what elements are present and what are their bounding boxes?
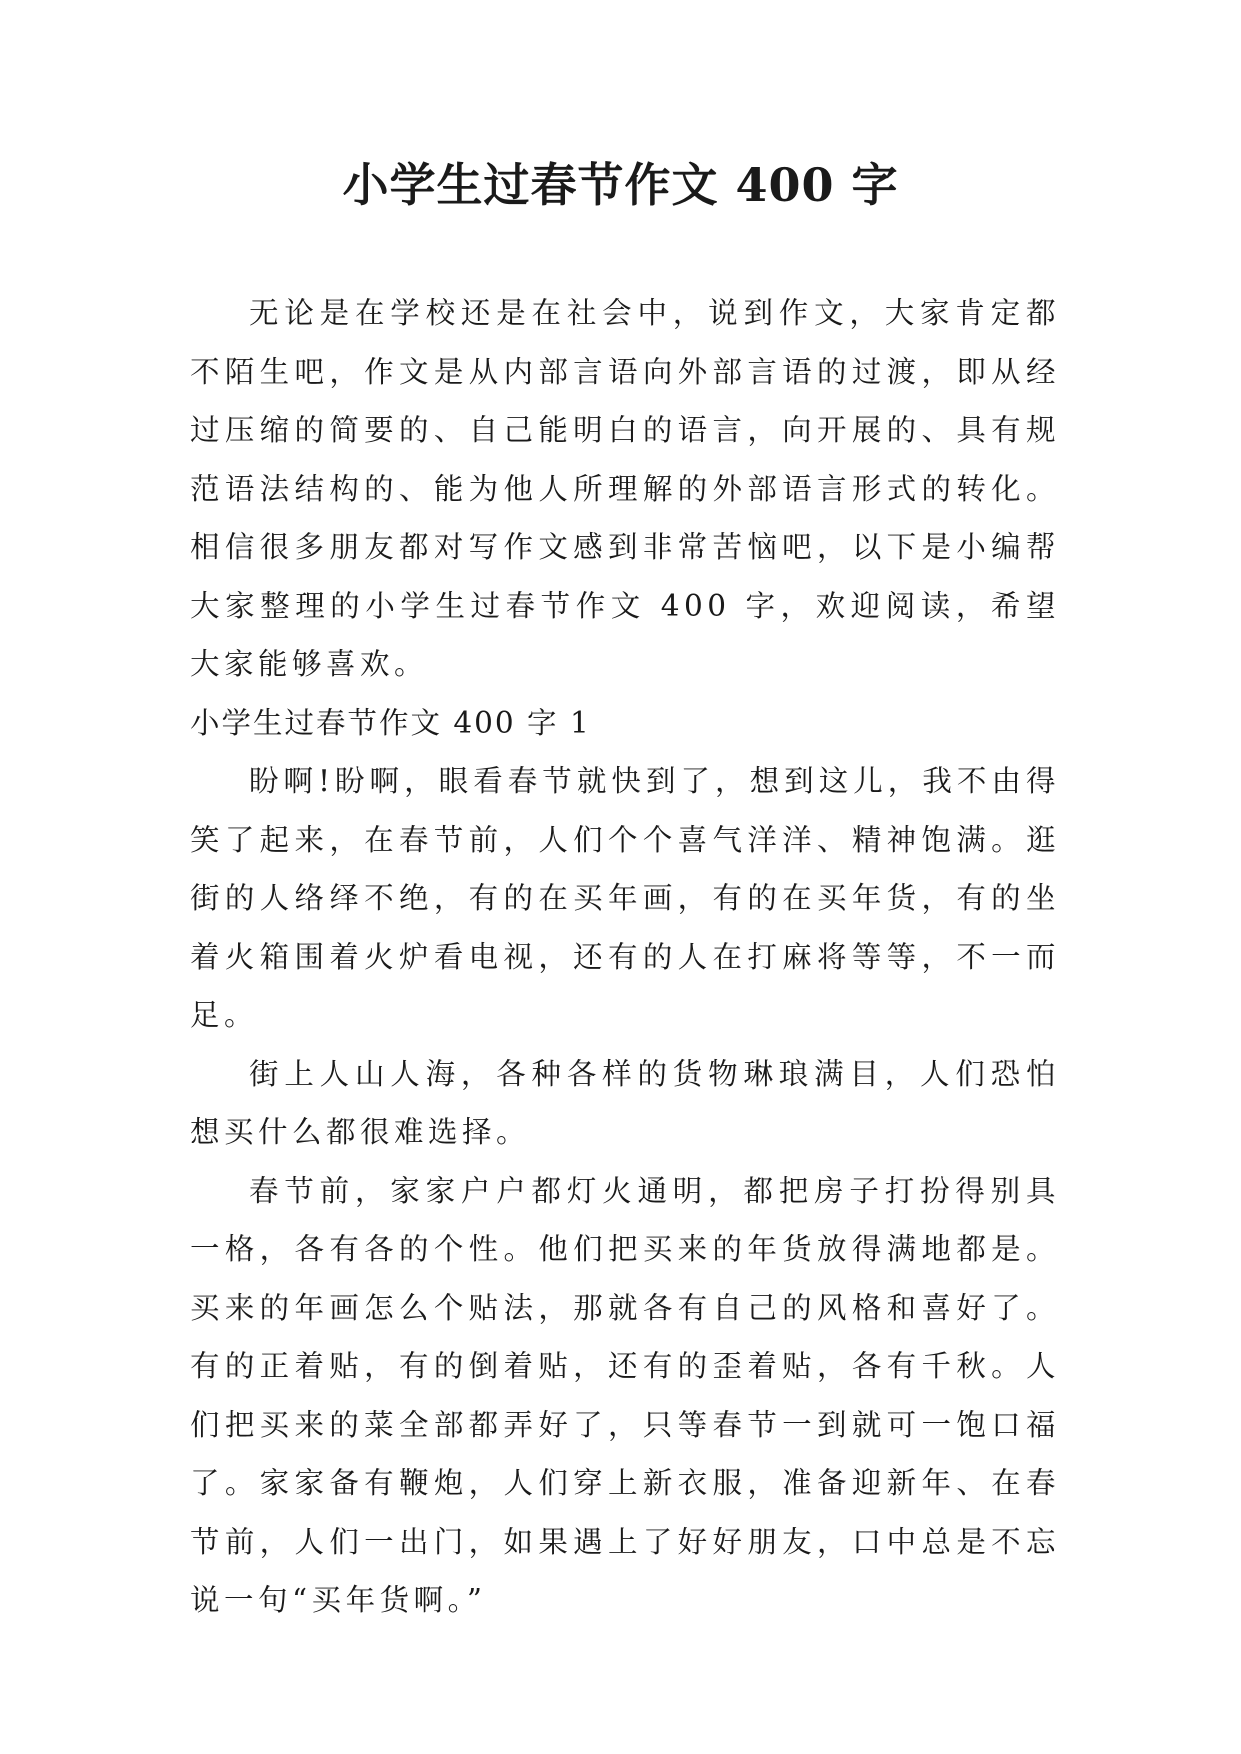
document-title: 小学生过春节作文 400 字 xyxy=(342,158,899,212)
essay-paragraph-3: 春节前，家家户户都灯火通明，都把房子打扮得别具一格，各有各的个性。他们把买来的年货放得满地都是。买来的年画怎么个贴法，那就各有自己的风格和喜好了。有的正着贴，有的倒着贴，还有的歪着贴，各有千秋。人们把买来的菜全部都弄好了，只等春节一到就可一饱口福了。家家备有鞭炮，人们穿上新衣服，准备迎新年、在春节前，人们一出门，如果遇上了好好朋友，口中总是不忘说一句“买年货啊。” xyxy=(190,1173,1060,1617)
section-heading: 小学生过春节作文 400 字 1 xyxy=(190,706,591,740)
essay-paragraph-2: 街上人山人海，各种各样的货物琳琅满目，人们恐怕想买什么都很难选择。 xyxy=(190,1056,1060,1149)
essay-paragraph-1: 盼啊!盼啊，眼看春节就快到了，想到这儿，我不由得笑了起来，在春节前，人们个个喜气洋洋、精神饱满。逛街的人络绎不绝，有的在买年画，有的在买年货，有的坐着火箱围着火炉看电视，还有的人在打麻将等等，不一而足。 xyxy=(190,764,1060,1032)
intro-paragraph: 无论是在学校还是在社会中，说到作文，大家肯定都不陌生吧，作文是从内部言语向外部言语的过渡，即从经过压缩的简要的、自己能明白的语言，向开展的、具有规范语法结构的、能为他人所理解的外部语言形式的转化。相信很多朋友都对写作文感到非常苦恼吧，以下是小编帮大家整理的小学生过春节作文 400 字，欢迎阅读，希望大家能够喜欢。 xyxy=(190,296,1060,681)
essay-body xyxy=(190,752,1060,1630)
